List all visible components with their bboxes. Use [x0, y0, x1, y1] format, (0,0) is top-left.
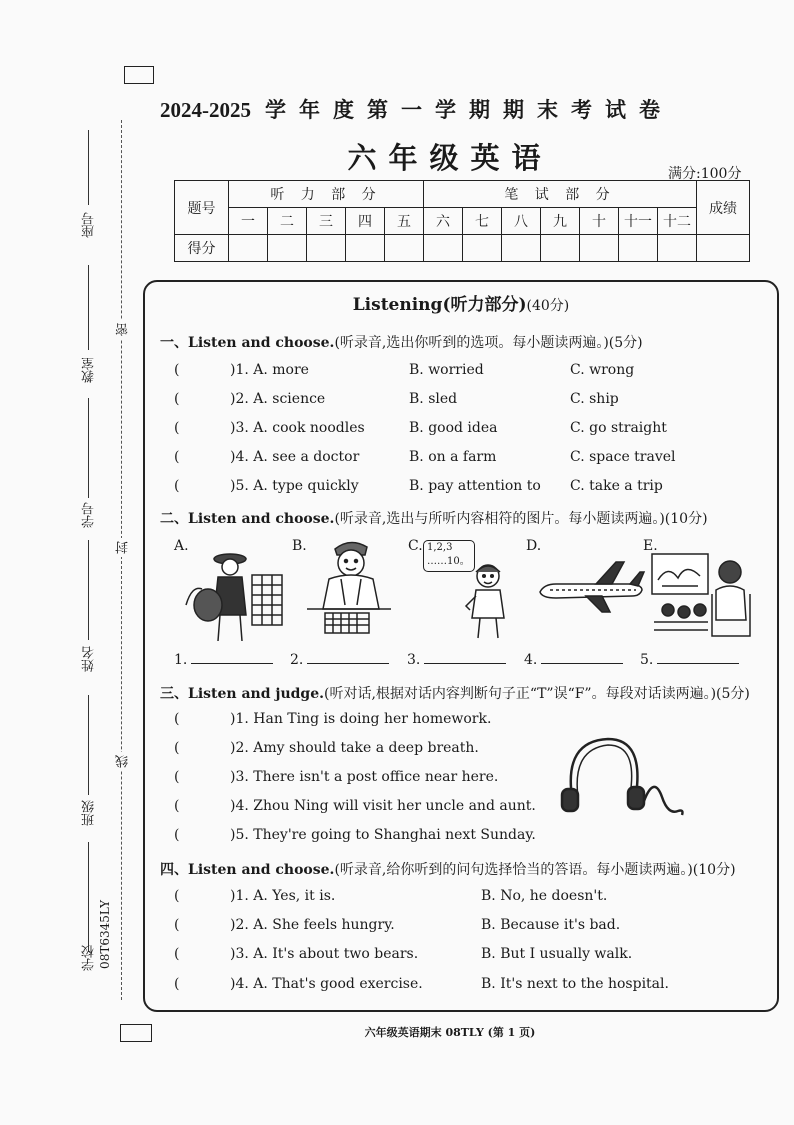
seat-line [88, 130, 89, 205]
col-header: 十 [580, 208, 619, 235]
label-written: 笔 试 部 分 [424, 181, 697, 208]
col-header: 三 [307, 208, 346, 235]
label-question: 题号 [175, 181, 229, 235]
col-header: 六 [424, 208, 463, 235]
judge-item: )5. They're going to Shanghai next Sunday. [230, 827, 536, 843]
picture-label: A. [174, 538, 189, 554]
col-header: 七 [463, 208, 502, 235]
paren: ( [174, 449, 180, 465]
answer-a: )1. A. Yes, it is. [230, 888, 336, 904]
student-no-label: 学号 [82, 502, 97, 528]
score-cell[interactable] [307, 235, 346, 262]
blank-line [307, 663, 389, 664]
paren: ( [174, 888, 180, 904]
option-b: B. good idea [409, 420, 498, 436]
name-line [88, 540, 89, 640]
listening-score: (40分) [526, 298, 570, 314]
score-table [174, 180, 750, 262]
score-cell[interactable] [580, 235, 619, 262]
section-title: 二、Listen and choose. [160, 511, 335, 527]
blank-line [657, 663, 739, 664]
section-title: 四、Listen and choose. [160, 862, 335, 878]
listening-heading [143, 290, 779, 315]
answer-a: )3. A. It's about two bears. [230, 946, 419, 962]
score-cell[interactable] [385, 235, 424, 262]
score-cell[interactable] [346, 235, 385, 262]
option-c: C. ship [570, 391, 619, 407]
paren: ( [174, 711, 180, 727]
seal-mark: 封 [114, 538, 133, 557]
answer-blank[interactable] [524, 652, 623, 668]
answer-blank[interactable] [407, 652, 506, 668]
judge-item: )4. Zhou Ning will visit her uncle and aunt. [230, 798, 536, 814]
option-b: B. sled [409, 391, 458, 407]
picture-label: C. [408, 538, 423, 554]
answer-b: B. But I usually walk. [481, 946, 633, 962]
score-cell[interactable] [619, 235, 658, 262]
col-header: 十二 [658, 208, 697, 235]
seat-label: 座号 [82, 212, 97, 238]
paren: ( [174, 917, 180, 933]
answer-a: )4. A. That's good exercise. [230, 976, 423, 992]
paper-code: 08T6345LY [98, 900, 112, 969]
blank-number: 5. [640, 652, 654, 668]
section-2-title [160, 508, 708, 528]
listening-title: Listening [352, 295, 443, 315]
label-result: 成绩 [697, 181, 750, 235]
judge-item: )1. Han Ting is doing her homework. [230, 711, 492, 727]
judge-item: )2. Amy should take a deep breath. [230, 740, 479, 756]
exam-name: 学年度第一学期期末考试卷 [265, 97, 673, 122]
class-line [88, 695, 89, 795]
picture-label: D. [526, 538, 542, 554]
score-cell[interactable] [229, 235, 268, 262]
section-4-title [160, 859, 736, 879]
school-line [88, 842, 89, 952]
col-header: 四 [346, 208, 385, 235]
paren: ( [174, 798, 180, 814]
score-cell[interactable] [268, 235, 307, 262]
page-footer: 六年级英语期末 08TLY (第 1 页) [364, 1026, 536, 1039]
col-header: 五 [385, 208, 424, 235]
paren: ( [174, 946, 180, 962]
answer-blank[interactable] [640, 652, 739, 668]
col-header: 十一 [619, 208, 658, 235]
name-label: 姓名 [82, 646, 97, 672]
corner-box-top [124, 66, 154, 84]
answer-a: )2. A. She feels hungry. [230, 917, 395, 933]
seal-mark: 线 [114, 752, 133, 771]
paren: ( [174, 391, 180, 407]
answer-blank[interactable] [290, 652, 389, 668]
col-header: 八 [502, 208, 541, 235]
exam-title [160, 94, 760, 124]
label-score: 得分 [175, 235, 229, 262]
airplane-picture [536, 560, 646, 616]
section-1-title [160, 332, 643, 352]
room-label: 教室 [82, 357, 97, 383]
paren: ( [174, 740, 180, 756]
school-year: 2024-2025 [160, 98, 251, 122]
option-c: C. go straight [570, 420, 667, 436]
option-c: C. wrong [570, 362, 635, 378]
score-cell[interactable] [502, 235, 541, 262]
judge-item: )3. There isn't a post office near here. [230, 769, 499, 785]
option-a: )1. A. more [230, 362, 309, 378]
blank-number: 2. [290, 652, 304, 668]
listening-title-cn: (听力部分) [442, 295, 527, 315]
paren: ( [174, 769, 180, 785]
section-note: (听录音,给你听到的问句选择恰当的答语。每小题读两遍。)(10分) [334, 862, 736, 878]
option-a: )5. A. type quickly [230, 478, 359, 494]
answer-b: B. It's next to the hospital. [481, 976, 669, 992]
blank-number: 4. [524, 652, 538, 668]
blank-line [191, 663, 273, 664]
score-cell[interactable] [424, 235, 463, 262]
section-note: (听对话,根据对话内容判断句子正“T”误“F”。每段对话读两遍。)(5分) [324, 686, 750, 702]
seal-mark: 密 [114, 320, 133, 339]
blank-line [424, 663, 506, 664]
binding-dashed-line [121, 120, 122, 1000]
option-a: )2. A. science [230, 391, 326, 407]
paren: ( [174, 478, 180, 494]
picture-label: E. [643, 538, 658, 554]
full-marks: 满分:100分 [668, 166, 742, 182]
cinema-picture [650, 550, 756, 640]
col-header: 九 [541, 208, 580, 235]
col-header: 二 [268, 208, 307, 235]
paren: ( [174, 976, 180, 992]
paren: ( [174, 420, 180, 436]
section-title: 一、Listen and choose. [160, 335, 335, 351]
corner-box-bottom [120, 1024, 152, 1042]
score-cell[interactable] [541, 235, 580, 262]
girl-counting-picture [462, 562, 512, 640]
option-b: B. on a farm [409, 449, 497, 465]
student-no-line [88, 398, 89, 498]
answer-blank[interactable] [174, 652, 273, 668]
picture-label: B. [292, 538, 307, 554]
score-cell[interactable] [658, 235, 697, 262]
col-header: 一 [229, 208, 268, 235]
class-label: 班级 [82, 800, 97, 826]
headphones-icon [558, 735, 688, 825]
farmer-picture [182, 545, 292, 645]
section-note: (听录音,选出你听到的选项。每小题读两遍。)(5分) [334, 335, 643, 351]
section-note: (听录音,选出与所听内容相符的图片。每小题读两遍。)(10分) [334, 511, 708, 527]
option-a: )3. A. cook noodles [230, 420, 365, 436]
score-cell-total[interactable] [697, 235, 750, 262]
answer-b: B. Because it's bad. [481, 917, 621, 933]
blank-line [541, 663, 623, 664]
paren: ( [174, 362, 180, 378]
blank-number: 1. [174, 652, 188, 668]
counting-card: 1,2,3 ……10。 [423, 540, 475, 572]
score-cell[interactable] [463, 235, 502, 262]
room-line [88, 265, 89, 350]
option-c: C. take a trip [570, 478, 663, 494]
section-title: 三、Listen and judge. [160, 686, 324, 702]
option-b: B. pay attention to [409, 478, 541, 494]
option-c: C. space travel [570, 449, 676, 465]
blank-number: 3. [407, 652, 421, 668]
school-label: 学校 [82, 945, 97, 971]
subject-title: 六年级英语 [347, 141, 553, 175]
answer-b: B. No, he doesn't. [481, 888, 608, 904]
section-3-title [160, 683, 750, 703]
paren: ( [174, 827, 180, 843]
option-a: )4. A. see a doctor [230, 449, 360, 465]
option-b: B. worried [409, 362, 484, 378]
boy-typing-picture [305, 535, 395, 637]
label-listening: 听 力 部 分 [229, 181, 424, 208]
